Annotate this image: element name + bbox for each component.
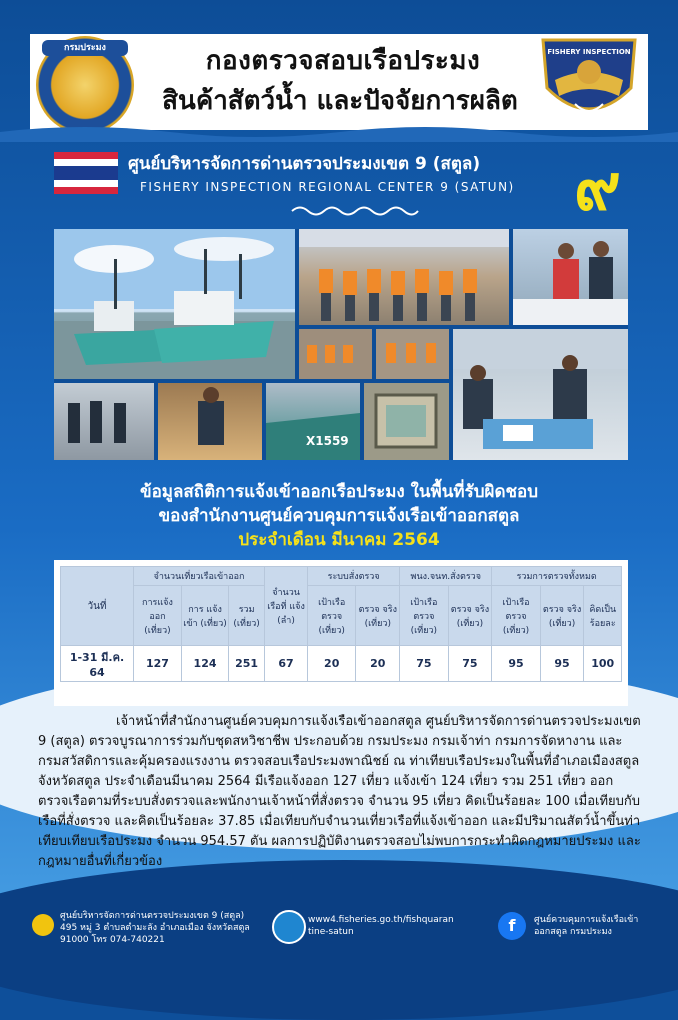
footer-address	[60, 910, 260, 946]
footer-website-line2[interactable]: tine-satun	[308, 927, 354, 937]
cell-total-actual: 95	[540, 646, 584, 682]
cell-percent: 100	[584, 646, 622, 682]
footer	[0, 904, 678, 960]
col-date: วันที่	[61, 567, 134, 646]
photo-inspection-team	[299, 229, 509, 325]
cell-system-actual: 20	[356, 646, 400, 682]
photo-officers-walking	[54, 383, 154, 460]
table-row	[61, 646, 622, 682]
group-total-inspection: รวมการตรวจทั้งหมด	[492, 567, 622, 586]
emblem-bottom-text: DEPARTMENT OF FISHERIES	[554, 118, 624, 124]
photo-boat-hull	[266, 383, 360, 460]
boat-registration-number: X1559	[306, 434, 349, 448]
col-total-actual: ตรวจ จริง (เที่ยว)	[540, 586, 584, 646]
statistics-month: ประจำเดือน มีนาคม 2564	[238, 530, 440, 550]
col-system-actual: ตรวจ จริง (เที่ยว)	[356, 586, 400, 646]
photo-collage	[54, 229, 628, 460]
photo-fish-hold	[364, 383, 449, 460]
cell-total-target: 95	[492, 646, 540, 682]
col-trips-total: รวม (เที่ยว)	[229, 586, 265, 646]
footer-website[interactable]	[308, 914, 488, 938]
seal-label: กรมประมง	[42, 40, 128, 56]
globe-icon	[272, 910, 306, 944]
cell-officer-target: 75	[400, 646, 448, 682]
cell-trips-total: 251	[229, 646, 265, 682]
footer-address-line2: 495 หมู่ 3 ตำบลตำมะลัง อำเภอเมือง จังหวัดสตูล	[60, 923, 250, 933]
photo-fishing-boats	[54, 229, 295, 379]
cell-officer-actual: 75	[448, 646, 492, 682]
group-system-order: ระบบสั่งตรวจ	[308, 567, 400, 586]
footer-facebook-line2[interactable]: ออกสตูล กรมประมง	[534, 927, 612, 937]
cell-trips-in: 124	[181, 646, 228, 682]
col-total-target: เป้าเรือ ตรวจ (เที่ยว)	[492, 586, 540, 646]
cell-system-target: 20	[308, 646, 356, 682]
footer-website-line1[interactable]: www4.fisheries.go.th/fishquaran	[308, 915, 454, 925]
fishery-inspection-emblem	[535, 34, 643, 132]
photo-officers-dock	[513, 229, 628, 325]
emblem-top-text: FISHERY INSPECTION	[547, 48, 631, 56]
footer-facebook[interactable]	[534, 914, 674, 938]
statistics-title-line2: ของสำนักงานศูนย์ควบคุมการแจ้งเรือเข้าออกสตูล	[158, 506, 520, 526]
footer-address-line1: ศูนย์บริหารจัดการด่านตรวจประมงเขต 9 (สตูล)	[60, 911, 245, 921]
decorative-squiggle	[290, 204, 420, 218]
statistics-table-card	[54, 560, 628, 706]
statistics-table	[60, 566, 622, 682]
header-title-line2: สินค้าสัตว์น้ำ และปัจจัยการผลิต	[162, 86, 518, 116]
footer-facebook-line1[interactable]: ศูนย์ควบคุมการแจ้งเรือเข้า	[534, 915, 639, 925]
group-officer-order: พนง.จนท.สั่งตรวจ	[400, 567, 492, 586]
report-paragraph: เจ้าหน้าที่สำนักงานศูนย์ควบคุมการแจ้งเรือเข้าออกสตูล ศูนย์บริหารจัดการด่านตรวจประมงเขต 9 (สตูล) ตรวจบูรณาการร่วมกับชุดสหวิชาชีพ ประกอบด้วย กรมประมง กรมเจ้าท่า กรมการจัดหางาน และกรมสวัสดิการและคุ้มครองแรงงาน ตรวจสอบเรือประมงพาณิชย์ ณ ท่าเทียบเรือประมงในพื้นที่อำเภอเมืองสตูล จังหวัดสตูล ประจำเดือนมีนาคม 2564 มีเรือแจ้งออก 127 เที่ยว แจ้งเข้า 124 เที่ยว รวม 251 เที่ยว ออกตรวจเรือตามที่ระบบสั่งตรวจและพนักงานเจ้าหน้าที่สั่งตรวจ จำนวน 95 เที่ยว คิดเป็นร้อยละ 100 เมื่อเทียบกับเรือที่สั่งตรวจ และคิดเป็นร้อยละ 37.85 เมื่อเทียบกับจำนวนเที่ยวเรือที่แจ้งเข้าออก และมีปริมาณสัตว์น้ำขึ้นท่าเทียบเทียบเรือประมง จำนวน 954.57 ตัน ผลการปฏิบัติงานตรวจสอบไม่พบการกระทำผิดกฎหมายประมง และกฎหมายอื่นที่เกี่ยวข้อง	[38, 714, 641, 869]
col-trips-in: การ แจ้งเข้า (เที่ยว)	[181, 586, 228, 646]
cell-trips-out: 127	[134, 646, 182, 682]
location-pin-icon	[32, 914, 54, 936]
header-title-line1: กองตรวจสอบเรือประมง	[205, 46, 481, 76]
footer-address-line3: 91000 โทร 074-740221	[60, 935, 165, 945]
cell-date: 1-31 มี.ค. 64	[61, 646, 134, 682]
col-officer-target: เป้าเรือ ตรวจ (เที่ยว)	[400, 586, 448, 646]
center-name-english: FISHERY INSPECTION REGIONAL CENTER 9 (SATUN)	[140, 180, 515, 194]
center-name-thai: ศูนย์บริหารจัดการด่านตรวจประมงเขต 9 (สตูล)	[128, 154, 481, 174]
col-officer-actual: ตรวจ จริง (เที่ยว)	[448, 586, 492, 646]
thai-flag	[54, 152, 118, 194]
col-trips-out: การแจ้ง ออก (เที่ยว)	[134, 586, 182, 646]
department-of-fisheries-seal	[36, 36, 134, 134]
photo-document-check	[453, 329, 628, 460]
group-trips: จำนวนเที่ยวเรือเข้าออก	[134, 567, 265, 586]
region-numeral: ๙	[574, 150, 621, 225]
facebook-icon[interactable]: f	[498, 912, 526, 940]
photo-boat-interior	[158, 383, 262, 460]
cell-boats: 67	[265, 646, 308, 682]
col-percent: คิดเป็น ร้อยละ	[584, 586, 622, 646]
photo-team-small-2	[376, 329, 449, 379]
photo-team-small-1	[299, 329, 372, 379]
col-system-target: เป้าเรือ ตรวจ (เที่ยว)	[308, 586, 356, 646]
statistics-title-line1: ข้อมูลสถิติการแจ้งเข้าออกเรือประมง ในพื้นที่รับผิดชอบ	[139, 482, 539, 502]
col-boats: จำนวน เรือที่ แจ้ง (ลำ)	[265, 567, 308, 646]
